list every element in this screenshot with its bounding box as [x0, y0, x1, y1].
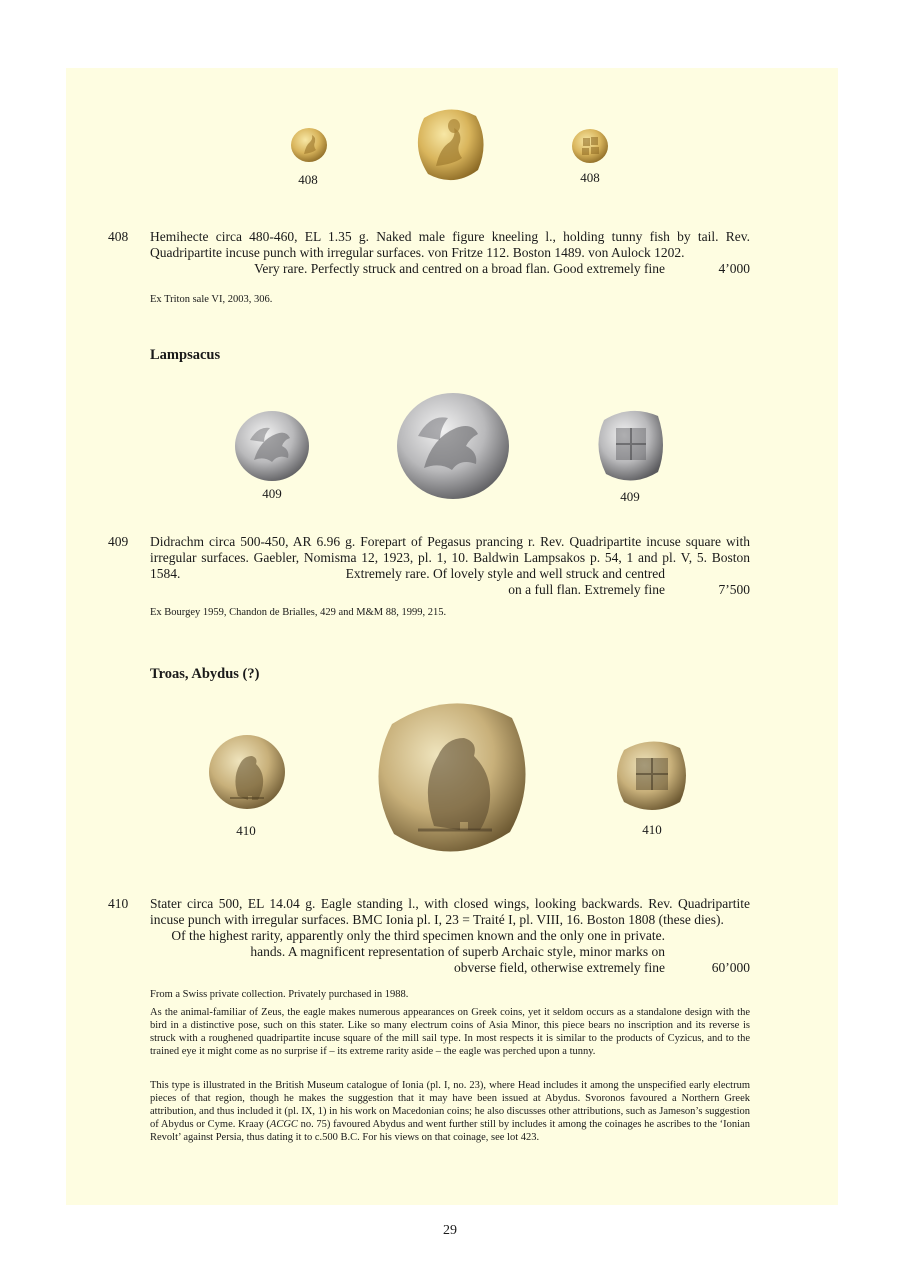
lot-description-line: irregular surfaces. Gaebler, Nomisma 12, 1923, pl. 1, 10. Baldwin Lampsakos p. 54, 1 and pl. V, 5. Boston: [150, 550, 750, 565]
coin-410-reverse-image: [614, 736, 690, 814]
page-number: 29: [443, 1223, 457, 1238]
lot-description-line: 1584.: [150, 566, 181, 581]
coin-410-enlarged-image: [372, 694, 532, 858]
coin-label: 408: [298, 172, 318, 187]
lot-number: 410: [108, 896, 129, 911]
coin-label: 408: [580, 170, 600, 185]
lot-grade: obverse field, otherwise extremely fine: [453, 960, 665, 975]
lot-number: 408: [108, 229, 129, 244]
lot-description-line: Stater circa 500, EL 14.04 g. Eagle standing l., with closed wings, looking backwards. Rev. Quadripartite: [150, 896, 750, 911]
lot-note: From a Swiss private collection. Privately purchased in 1988.: [150, 989, 409, 1000]
lot-grade: hands. A magnificent representation of superb Archaic style, minor marks on: [250, 944, 665, 959]
lot-grade: Extremely rare. Of lovely style and well struck and centred: [345, 566, 665, 581]
coin-408-enlarged-image: [414, 106, 486, 184]
lot-note: Ex Triton sale VI, 2003, 306.: [150, 294, 273, 305]
lot-price: 60’000: [711, 960, 750, 975]
lot-description: Hemihecte circa 480-460, EL 1.35 g. Naked male figure kneeling l., holding tunny fish by tail. Rev. Quadripartite incuse punch with irregular surfaces. von Fritze 112. Boston 1489. von Aulock 1202.: [150, 229, 750, 260]
note-text: This type is illustrated in the British Museum catalogue of Ionia (pl. I, no. 23), where Head includes it among the unspecified early electrum pieces of that region, though he makes the suggestion that it may have been issued at Abydus. Svoronos favoured a Northern Greek attribution, and thus included it (pl. IX, 1) in his work on Macedonian coins; he also discusses other attributions, such as Jameson’s suggestion of Abydus or Cyme. Kraay (: [150, 1080, 750, 1130]
lot-note: As the animal-familiar of Zeus, the eagle makes numerous appearances on Greek coins, yet it seldom occurs as a standalone design with the bird in a distinctive pose, such on this stater. Like so many electrum coins of Asia Minor, this piece bears no inscription and its reverse is struck with a roughened quadripartite incuse square of the mill sail type. In most respects it is similar to the products of Cyzicus, and to the trained eye it might come as no surprise if – its extreme rarity aside – the eagle was perched upon a tunny.: [150, 1007, 750, 1057]
lot-note: [150, 1079, 750, 1144]
section-heading: Lampsacus: [150, 347, 221, 363]
lot-number: 409: [108, 534, 129, 549]
coin-409-enlarged-image: [396, 392, 510, 500]
lot-grade: Of the highest rarity, apparently only the third specimen known and the only one in private.: [171, 928, 665, 943]
coin-410-obverse-image: [208, 734, 286, 810]
lot-grade: on a full flan. Extremely fine: [508, 582, 665, 597]
coin-408-obverse-image: [290, 126, 328, 164]
lot-description-line: incuse punch with irregular surfaces. BMC Ionia pl. I, 23 = Traité I, pl. VIII, 16. Boston 1808 (these dies).: [150, 912, 724, 927]
coin-408-reverse-image: [571, 128, 609, 164]
coin-label: 410: [236, 823, 256, 838]
lot-description-line: Didrachm circa 500-450, AR 6.96 g. Forepart of Pegasus prancing r. Rev. Quadripartite incuse square with: [150, 534, 750, 549]
coin-label: 409: [262, 486, 282, 501]
lot-price: 4’000: [718, 261, 750, 276]
lot-price: 7’500: [718, 582, 750, 597]
note-citation: ACGC: [269, 1119, 298, 1130]
lot-grade: Very rare. Perfectly struck and centred on a broad flan. Good extremely fine: [254, 261, 665, 276]
lot-note: Ex Bourgey 1959, Chandon de Brialles, 429 and M&M 88, 1999, 215.: [150, 607, 447, 618]
section-heading: Troas, Abydus (?): [150, 666, 260, 682]
coin-409-obverse-image: [234, 410, 310, 482]
coin-label: 409: [620, 489, 640, 504]
coin-409-reverse-image: [596, 406, 666, 484]
note-text: no. 75) favoured Abydus and went further still by includes it among the coinages he ascribes to the ‘Ionian Revolt’ against Persia, thus dating it to c.500 B.C. For his views on that coinage, see lot 423.: [150, 1119, 750, 1143]
coin-label: 410: [642, 822, 662, 837]
